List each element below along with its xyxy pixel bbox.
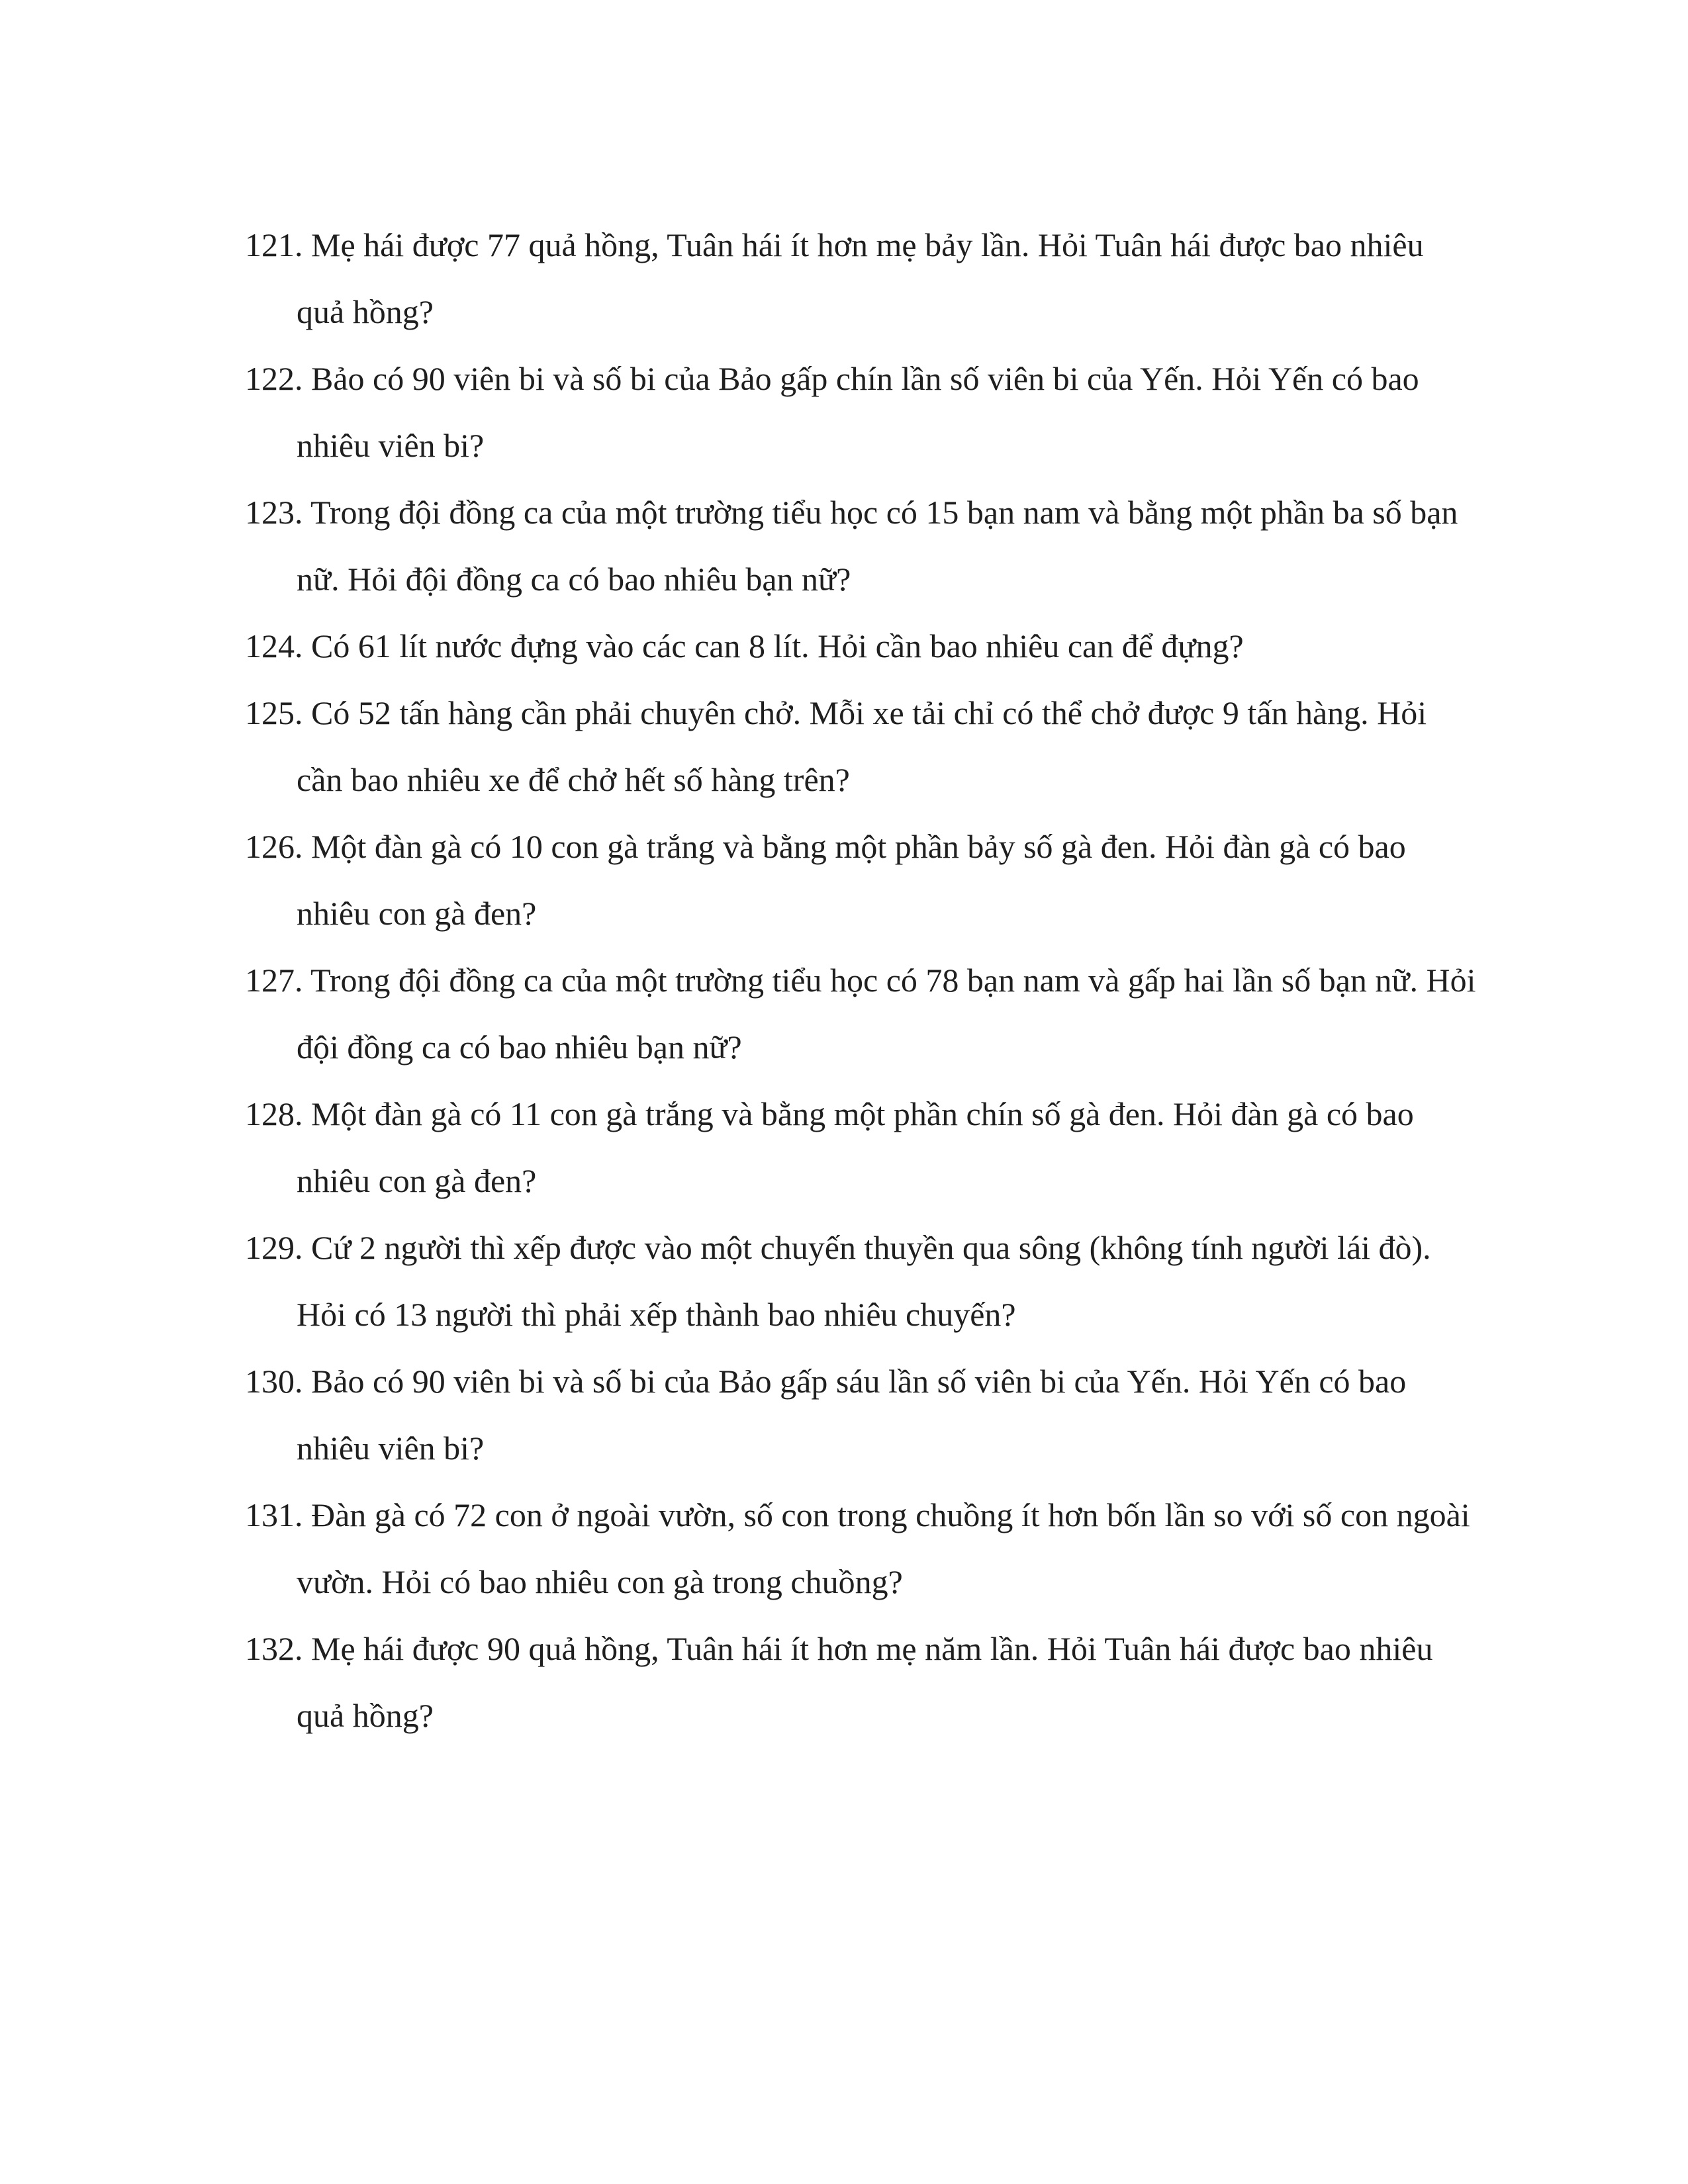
problem-text: Một đàn gà có 10 con gà trắng và bằng một phần bảy số gà đen. Hỏi đàn gà có bao nhiêu con gà đen? — [297, 828, 1406, 932]
problem-text: Mẹ hái được 90 quả hồng, Tuân hái ít hơn mẹ năm lần. Hỏi Tuân hái được bao nhiêu quả hồng? — [297, 1630, 1433, 1734]
problem-text: Mẹ hái được 77 quả hồng, Tuân hái ít hơn mẹ bảy lần. Hỏi Tuân hái được bao nhiêu quả hồng? — [297, 226, 1424, 330]
problem-item — [245, 1214, 1476, 1348]
problem-number: 125. — [245, 694, 303, 731]
problem-number: 126. — [245, 828, 303, 865]
problem-text: Trong đội đồng ca của một trường tiểu học có 15 bạn nam và bằng một phần ba số bạn nữ. Hỏi đội đồng ca có bao nhiêu bạn nữ? — [297, 494, 1458, 598]
problem-item — [245, 613, 1476, 680]
problem-text: Đàn gà có 72 con ở ngoài vườn, số con trong chuồng ít hơn bốn lần so với số con ngoài vườn. Hỏi có bao nhiêu con gà trong chuồng? — [297, 1496, 1470, 1600]
problem-number: 123. — [245, 494, 303, 531]
problem-text: Một đàn gà có 11 con gà trắng và bằng một phần chín số gà đen. Hỏi đàn gà có bao nhiêu con gà đen? — [297, 1095, 1414, 1199]
problem-text: Trong đội đồng ca của một trường tiểu học có 78 bạn nam và gấp hai lần số bạn nữ. Hỏi đội đồng ca có bao nhiêu bạn nữ? — [297, 962, 1476, 1066]
problem-text: Có 61 lít nước đựng vào các can 8 lít. Hỏi cần bao nhiêu can để đựng? — [311, 627, 1244, 664]
problem-item — [245, 212, 1476, 345]
problem-number: 121. — [245, 226, 303, 263]
problem-item — [245, 1482, 1476, 1615]
problem-number: 128. — [245, 1095, 303, 1132]
problem-item — [245, 345, 1476, 479]
problem-text: Có 52 tấn hàng cần phải chuyên chở. Mỗi xe tải chỉ có thể chở được 9 tấn hàng. Hỏi cần bao nhiêu xe để chở hết số hàng trên? — [297, 694, 1427, 798]
problem-number: 131. — [245, 1496, 303, 1533]
problem-text: Bảo có 90 viên bi và số bi của Bảo gấp sáu lần số viên bi của Yến. Hỏi Yến có bao nhiêu viên bi? — [297, 1363, 1407, 1467]
problem-item — [245, 680, 1476, 813]
problem-list — [245, 212, 1476, 1749]
problem-item — [245, 813, 1476, 947]
problem-number: 122. — [245, 360, 303, 397]
problem-item — [245, 1615, 1476, 1749]
problem-item — [245, 479, 1476, 613]
problem-number: 132. — [245, 1630, 303, 1667]
problem-item — [245, 1081, 1476, 1214]
problem-item — [245, 947, 1476, 1081]
problem-number: 130. — [245, 1363, 303, 1400]
problem-item — [245, 1348, 1476, 1482]
problem-text: Bảo có 90 viên bi và số bi của Bảo gấp chín lần số viên bi của Yến. Hỏi Yến có bao nhiêu viên bi? — [297, 360, 1419, 464]
problem-text: Cứ 2 người thì xếp được vào một chuyến thuyền qua sông (không tính người lái đò). Hỏi có 13 người thì phải xếp thành bao nhiêu chuyến? — [297, 1229, 1431, 1333]
problem-number: 127. — [245, 962, 303, 999]
problem-number: 129. — [245, 1229, 303, 1266]
problem-number: 124. — [245, 627, 303, 664]
